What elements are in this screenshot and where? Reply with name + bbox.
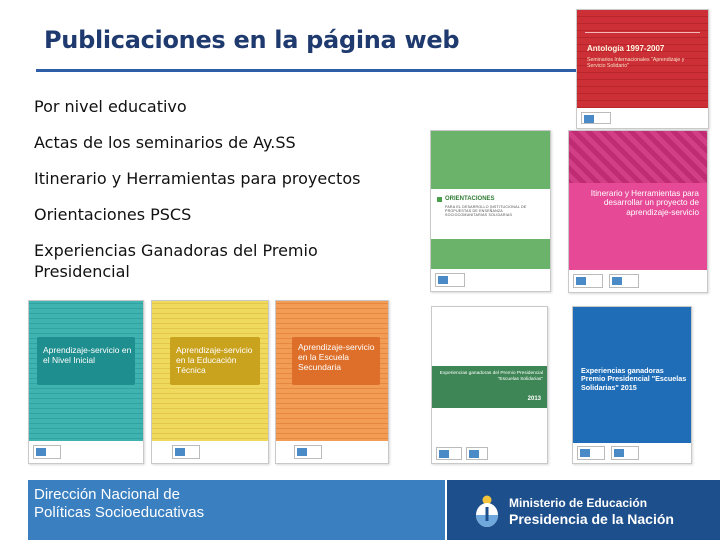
cover-logo-strip xyxy=(276,441,388,463)
cover-title: ORIENTACIONES xyxy=(445,196,495,202)
cover-logo-strip xyxy=(573,443,691,463)
square-bullet-icon xyxy=(437,197,442,202)
cover-year: 2013 xyxy=(527,396,541,402)
slide-title: Publicaciones en la página web xyxy=(44,26,460,54)
cover-title: Aprendizaje-servicio en el Nivel Inicial xyxy=(43,345,132,365)
ministry-logo-icon xyxy=(294,445,322,459)
education-logo-icon xyxy=(466,447,488,460)
national-seal-icon xyxy=(473,494,501,528)
footer-presidency-name: Presidencia de la Nación xyxy=(509,511,674,527)
cover-logo-strip xyxy=(152,441,268,463)
title-underline xyxy=(36,69,576,72)
cover-orientaciones[interactable] xyxy=(430,130,551,292)
menu-item-itinerario[interactable]: Itinerario y Herramientas para proyectos xyxy=(34,169,361,188)
cover-title-box xyxy=(292,337,380,385)
cover-subtitle: Seminarios Internacionales "Aprendizaje y Servicio Solidario" xyxy=(587,57,685,69)
footer-directorate-bar xyxy=(28,480,445,540)
cover-subtitle: PARA EL DESARROLLO INSTITUCIONAL DE PROPUESTAS DE ENSEÑANZA SOCIOCOMUNITARIAS SOLIDARIAS xyxy=(445,205,527,218)
ministry-logo-icon xyxy=(436,447,462,460)
footer-directorate-text: Dirección Nacional de Políticas Socioeducativas xyxy=(34,486,205,521)
publications-menu xyxy=(34,96,364,297)
menu-item-nivel-educativo[interactable]: Por nivel educativo xyxy=(34,97,187,116)
ministry-logo-icon xyxy=(435,273,465,287)
ministry-logo-icon xyxy=(581,112,611,124)
cover-title-box xyxy=(37,337,135,385)
cover-experiencias-2015[interactable] xyxy=(572,306,692,464)
footer-ministry-name: Ministerio de Educación xyxy=(509,496,648,510)
cover-antologia[interactable] xyxy=(576,9,709,129)
cover-escuela-secundaria[interactable] xyxy=(275,300,389,464)
cover-title: Experiencias ganadoras Premio Presidencial "Escuelas Solidarias" 2015 xyxy=(581,366,687,392)
cover-logo-strip xyxy=(431,269,550,291)
menu-item-actas-seminarios[interactable]: Actas de los seminarios de Ay.SS xyxy=(34,133,296,152)
cover-title: Aprendizaje-servicio en la Escuela Secundaria xyxy=(298,342,375,372)
cover-nivel-inicial[interactable] xyxy=(28,300,144,464)
cover-logo-strip xyxy=(29,441,143,463)
cover-title: Experiencias ganadoras del Premio Presidencial "Escuelas Solidarias" xyxy=(439,371,543,382)
cover-title: Itinerario y Herramientas para desarrollar un proyecto de aprendizaje-servicio xyxy=(590,189,699,217)
ministry-logo-icon xyxy=(33,445,61,459)
footer-ministry-bar xyxy=(447,480,720,540)
cover-title-box xyxy=(170,337,260,385)
cover-title: Aprendizaje-servicio en la Educación Técnica xyxy=(176,345,253,375)
cover-logo-strip xyxy=(569,270,707,292)
cover-experiencias-2013[interactable] xyxy=(431,306,548,464)
education-logo-icon xyxy=(611,446,639,460)
cover-itinerario[interactable] xyxy=(568,130,708,293)
cover-title: Antología 1997-2007 xyxy=(587,44,665,53)
cover-educacion-tecnica[interactable] xyxy=(151,300,269,464)
ministry-logo-icon xyxy=(172,445,200,459)
ministry-logo-icon xyxy=(577,446,605,460)
menu-item-orientaciones[interactable]: Orientaciones PSCS xyxy=(34,205,192,224)
menu-item-experiencias-premio[interactable]: Experiencias Ganadoras del Premio Presidencial xyxy=(34,241,318,281)
cover-logo-strip xyxy=(577,108,708,128)
ministry-logo-icon xyxy=(573,274,603,288)
education-logo-icon xyxy=(609,274,639,288)
